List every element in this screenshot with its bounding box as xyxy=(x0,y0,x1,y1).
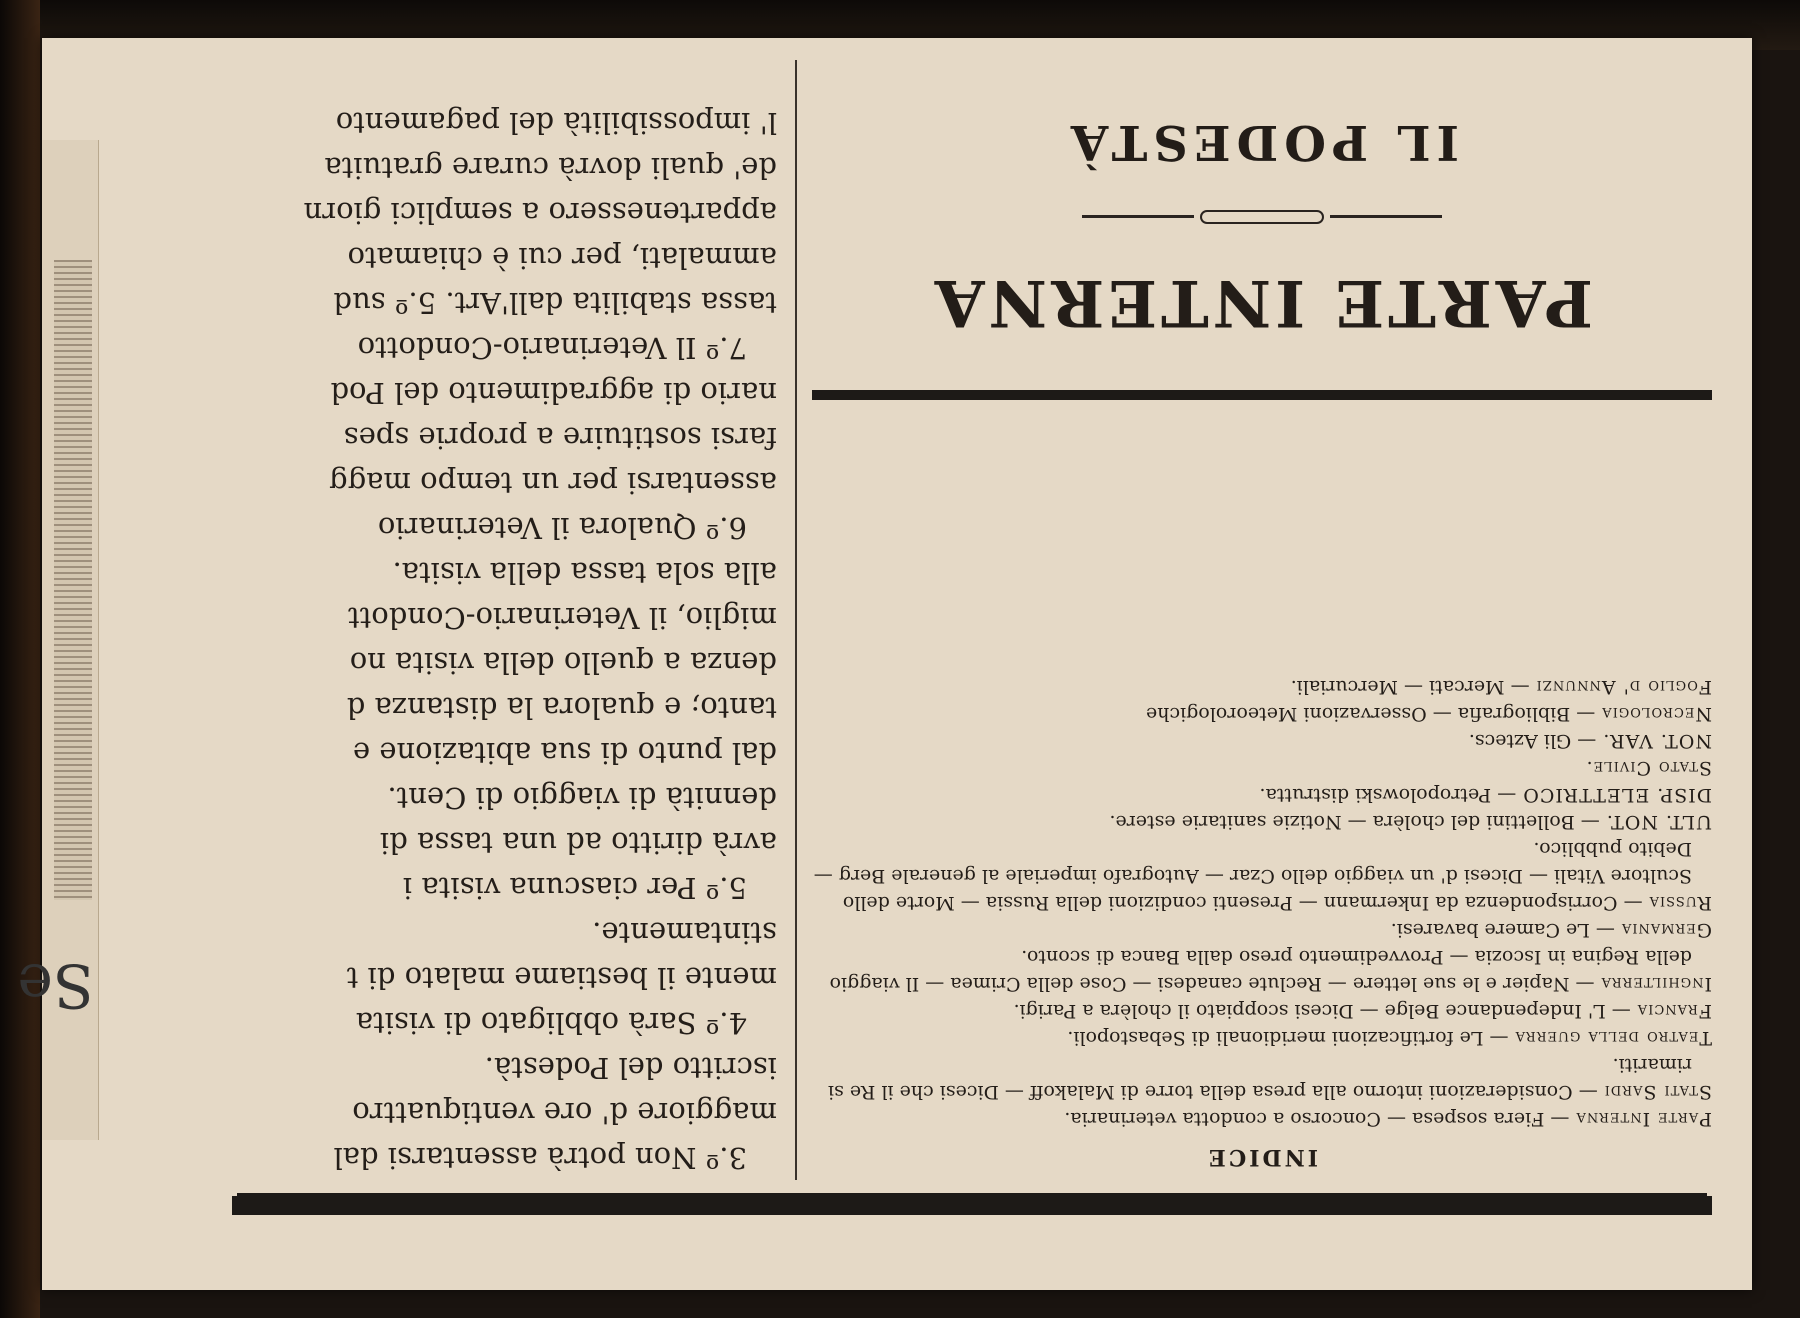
index-entry: NOT. VAR. — Gli Aztecs. xyxy=(1468,730,1712,752)
regulation-line: 5.º Per ciascuna visita i xyxy=(402,871,747,905)
index-entry: Foglio d' Annunzi — Mercati — Mercuriali. xyxy=(1290,676,1712,698)
regulation-line: appartenessero a semplici giorn xyxy=(303,196,777,230)
regulation-line: 4.º Sarà obbligato di visita xyxy=(355,1006,747,1040)
regulation-line: avrà diritto ad una tassa di xyxy=(380,826,777,860)
index-entry: Necrologia — Bibliografia — Osservazioni Meteorologiche xyxy=(1145,703,1712,725)
regulation-line: stintamente. xyxy=(592,916,777,950)
index-entry: Francia — L' Independance Belge — Dicesi scoppiato il cholèra a Parigi. xyxy=(1013,1000,1712,1022)
section-rule xyxy=(812,390,1712,400)
column-divider xyxy=(795,60,797,1180)
regulation-line: nario di aggradimento del Pod xyxy=(330,376,777,410)
regulation-line: tanto; e qualora la distanza d xyxy=(346,691,777,725)
index-column xyxy=(812,60,1712,1180)
regulation-line: 6.º Qualora il Veterinario xyxy=(377,511,747,545)
index-heading: INDICE xyxy=(1205,1144,1319,1170)
regulation-line: denza a quello della visita no xyxy=(349,646,777,680)
regulation-line: mente il bestiame malato di t xyxy=(346,961,777,995)
side-strip-text: Se xyxy=(17,950,94,1020)
regulation-line: farsi sostituire a proprie spes xyxy=(343,421,777,455)
index-entry: DISP. ELETTRICO — Petropolowski distrutta. xyxy=(1259,784,1712,806)
index-entry: Germania — Le Camere bavaresi. xyxy=(1390,919,1712,941)
regulation-line: iscritto del Podestà. xyxy=(484,1051,777,1085)
regulation-line: de' quali dovrà curare gratuita xyxy=(324,151,777,185)
regulation-line: miglio, il Veterinario-Condott xyxy=(348,601,777,635)
regulation-line: l' impossibilità del pagamento xyxy=(335,106,777,140)
regulation-line: maggiore d' ore ventiquattro xyxy=(352,1096,777,1130)
index-entry: Parte Interna — Fiera sospesa — Concorso a condotta veterinaria. xyxy=(1064,1108,1712,1130)
regulation-line: dal punto di sua abitazione e xyxy=(352,736,777,770)
regulation-line: 7.º Il Veterinario-Condotto xyxy=(357,331,747,365)
section-heading: PARTE INTERNA xyxy=(930,265,1594,340)
index-entry: Stato Civile. xyxy=(1585,757,1712,779)
scanner-background-left xyxy=(0,0,40,1318)
regulation-line: tassa stabilita dall'Art. 5.º sud xyxy=(333,286,777,320)
regulation-line: 3.º Non potrà assentarsi dal xyxy=(333,1141,747,1175)
regulation-line: assentarsi per un tempo magg xyxy=(329,466,777,500)
index-entry: Inghilterra — Napier e le sue lettere — Reclute canadesi — Cose della Crimea — Il viaggio della Regina in Iscozia — Provvedimento preso dalla Banca di sconto. xyxy=(829,946,1712,995)
regulation-line: alla sola tassa della visita. xyxy=(392,556,777,590)
index-entry: Stati Sardi — Considerazioni intorno alla presa della torre di Malakoff — Dicesi che il Re si rimariti. xyxy=(828,1054,1712,1103)
index-entry: Russia — Corrispondenza da Inkermann — Presenti condizioni della Russia — Morte dello Scultore Vitali — Dicesi d' un viaggio dello Czar — Autografo imperiale al generale Berg — Debito pubblico. xyxy=(813,838,1712,914)
newspaper-page xyxy=(17,38,1752,1290)
header-rule xyxy=(232,1196,1712,1215)
ornament-divider xyxy=(1082,209,1442,225)
sub-heading: IL PODESTÀ xyxy=(1064,114,1460,170)
index-entry: Teatro della guerra — Le fortificazioni meridionali di Sebastopoli. xyxy=(1067,1027,1712,1049)
regulations-column xyxy=(87,50,777,1180)
index-entry: ULT. NOT. — Bollettini del cholèra — Notizie sanitarie estere. xyxy=(1109,811,1712,833)
regulation-line: dennità di viaggio di Cent. xyxy=(387,781,777,815)
regulation-line: ammalati, per cui è chiamato xyxy=(347,241,777,275)
